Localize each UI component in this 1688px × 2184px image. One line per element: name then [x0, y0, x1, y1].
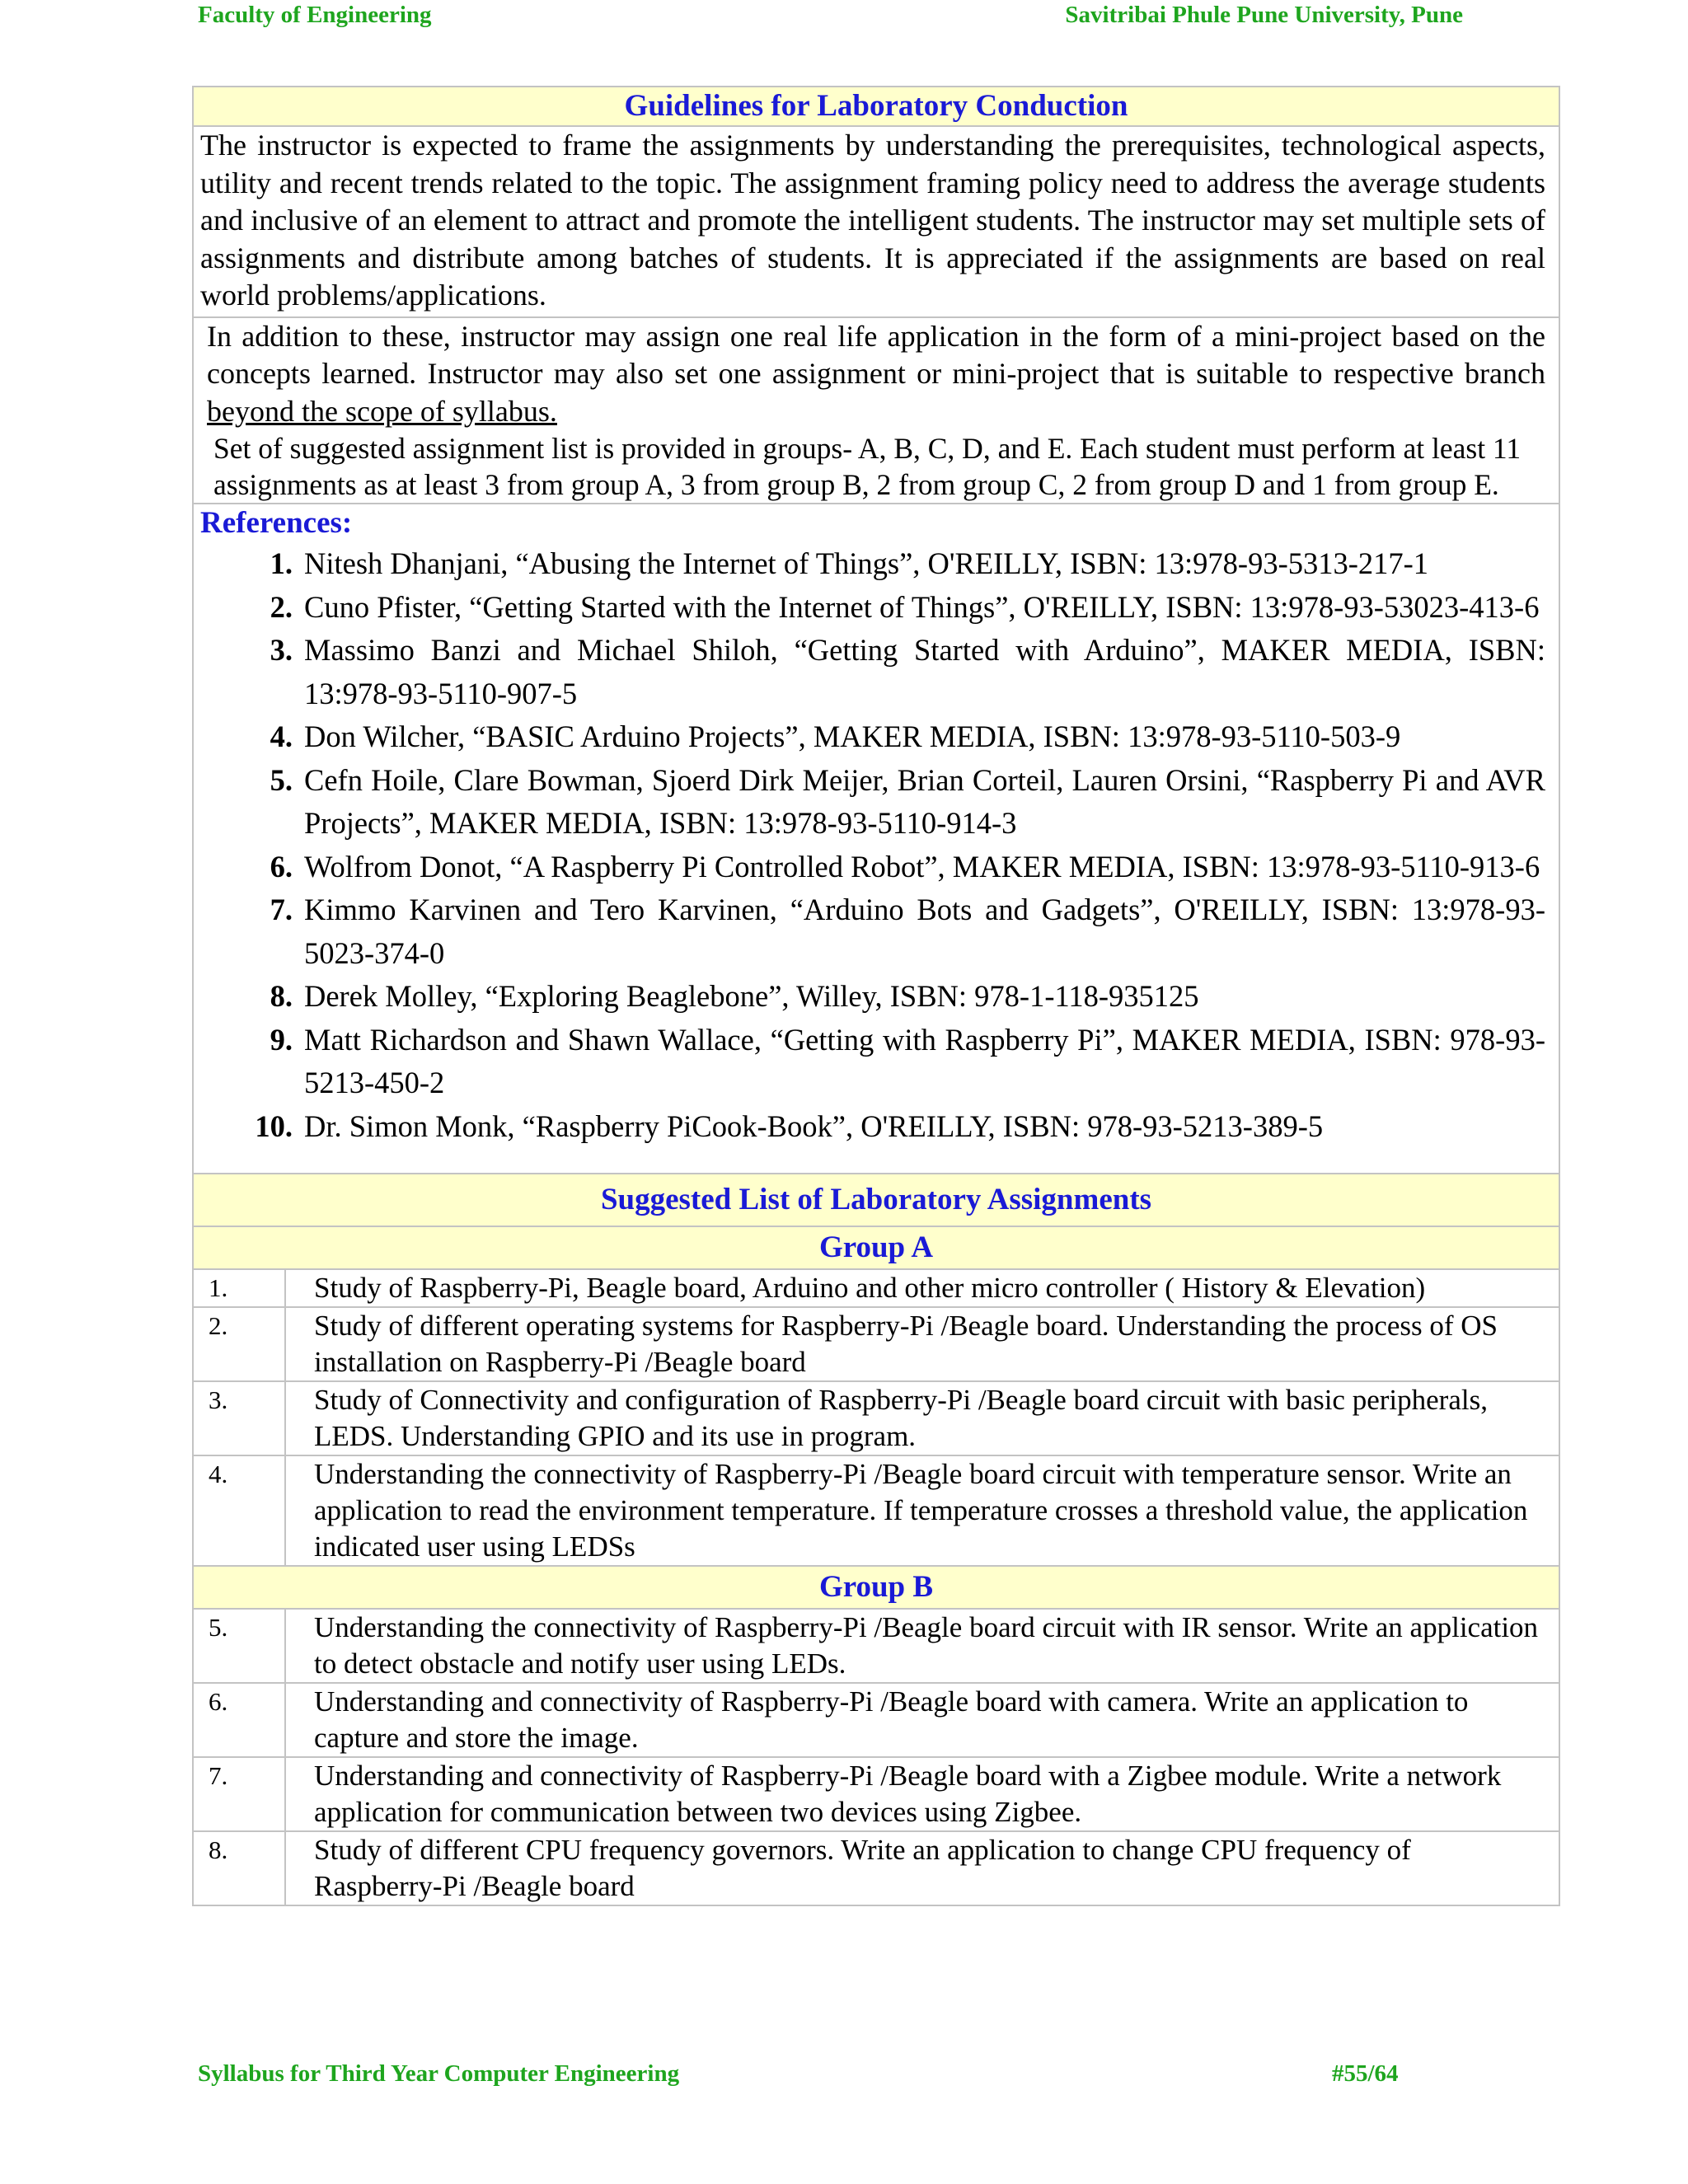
references-list [194, 542, 1559, 1173]
reference-number: 5. [270, 762, 293, 797]
assignment-text: Study of different CPU frequency governors. Write an application to change CPU frequency of Raspberry-Pi /Beagle board [314, 1834, 1411, 1902]
reference-item [243, 759, 1545, 846]
mini-project-text: In addition to these, instructor may assign one real life application in the form of a mini-project based on the concepts learned. Instructor may also set one assignment or mini-project that is suitable to respective branch [207, 319, 1545, 390]
assignment-groups-paragraph: Set of suggested assignment list is provided in groups- A, B, C, D, and E. Each student must perform at least 11 assignments as at least 3 from group A, 3 from group B, 2 from group C, 2 from group D and 1 from group E. [194, 430, 1559, 504]
assignment-text: Understanding and connectivity of Raspberry-Pi /Beagle board with a Zigbee module. Write a network application for communication between two devices using Zigbee. [314, 1760, 1502, 1828]
reference-item [243, 975, 1545, 1019]
reference-item [243, 586, 1545, 630]
assignment-number: 6. [194, 1684, 286, 1756]
reference-item [243, 542, 1545, 586]
assignment-text: Understanding the connectivity of Raspberry-Pi /Beagle board circuit with IR sensor. Write an application to detect obstacle and notify user using LEDs. [314, 1611, 1539, 1680]
reference-item [243, 1019, 1545, 1105]
assignment-row [194, 1758, 1559, 1832]
assignment-row [194, 1684, 1559, 1758]
reference-text: Kimmo Karvinen and Tero Karvinen, “Arduino Bots and Gadgets”, O'REILLY, ISBN: 13:978-93-5023-374-0 [304, 893, 1545, 970]
header-faculty: Faculty of Engineering [198, 2, 432, 28]
assignment-number: 4. [194, 1456, 286, 1565]
reference-number: 10. [255, 1108, 293, 1143]
group-title: Group A [194, 1227, 1559, 1270]
reference-number: 9. [270, 1022, 293, 1057]
reference-text: Nitesh Dhanjani, “Abusing the Internet of Things”, O'REILLY, ISBN: 13:978-93-5313-217-1 [304, 546, 1429, 580]
assignment-row [194, 1308, 1559, 1382]
assignment-row [194, 1270, 1559, 1308]
references-heading: References: [200, 506, 353, 540]
assignment-row [194, 1832, 1559, 1905]
reference-number: 8. [270, 979, 293, 1013]
assignments-title: Suggested List of Laboratory Assignments [194, 1173, 1559, 1227]
assignment-text: Study of different operating systems for Raspberry-Pi /Beagle board. Understanding the process of OS installation on Raspberry-Pi /Beagle board [314, 1310, 1498, 1378]
reference-item [243, 846, 1545, 889]
assignment-number: 8. [194, 1832, 286, 1905]
assignment-number: 1. [194, 1270, 286, 1306]
reference-item [243, 1105, 1545, 1149]
assignment-row [194, 1382, 1559, 1456]
reference-number: 6. [270, 849, 293, 883]
assignment-text: Understanding the connectivity of Raspberry-Pi /Beagle board circuit with temperature sensor. Write an application to read the environment temperature. If temperature crosses a threshold value, the application indicated user using LEDSs [314, 1458, 1528, 1563]
assignment-text: Study of Connectivity and configuration of Raspberry-Pi /Beagle board circuit with basic peripherals, LEDS. Understanding GPIO and its use in program. [314, 1384, 1488, 1452]
assignment-text: Study of Raspberry-Pi, Beagle board, Arduino and other micro controller ( History & Elevation) [314, 1272, 1426, 1304]
header-university: Savitribai Phule Pune University, Pune [1065, 2, 1463, 28]
reference-item [243, 888, 1545, 975]
reference-text: Cefn Hoile, Clare Bowman, Sjoerd Dirk Meijer, Brian Corteil, Lauren Orsini, “Raspberry Pi and AVR Projects”, MAKER MEDIA, ISBN: 13:978-93-5110-914-3 [304, 762, 1545, 840]
syllabus-table [192, 86, 1560, 1906]
reference-number: 7. [270, 893, 293, 926]
guidelines-paragraph: The instructor is expected to frame the assignments by understanding the prerequisites, technological aspects, utility and recent trends related to the topic. The assignment framing policy need to address the average students and inclusive of an element to attract and promote the intelligent students. The instructor may set multiple sets of assignments and distribute among batches of students. It is appreciated if the assignments are based on real world problems/applications. [194, 127, 1559, 318]
assignment-row [194, 1456, 1559, 1567]
assignment-text: Understanding and connectivity of Raspberry-Pi /Beagle board with camera. Write an application to capture and store the image. [314, 1685, 1469, 1754]
assignment-row [194, 1610, 1559, 1684]
page-number: #55/64 [1332, 2060, 1399, 2087]
reference-number: 4. [270, 719, 293, 753]
group-title: Group B [194, 1567, 1559, 1610]
reference-text: Wolfrom Donot, “A Raspberry Pi Controlled Robot”, MAKER MEDIA, ISBN: 13:978-93-5110-913-6 [304, 849, 1540, 883]
mini-project-paragraph [194, 318, 1559, 431]
reference-number: 1. [270, 546, 293, 580]
assignment-number: 3. [194, 1382, 286, 1455]
reference-text: Derek Molley, “Exploring Beaglebone”, Willey, ISBN: 978-1-118-935125 [304, 979, 1199, 1013]
reference-number: 2. [270, 589, 293, 624]
beyond-syllabus-text: beyond the scope of syllabus. [207, 394, 557, 428]
assignment-number: 5. [194, 1610, 286, 1682]
reference-item [243, 629, 1545, 715]
reference-text: Matt Richardson and Shawn Wallace, “Getting with Raspberry Pi”, MAKER MEDIA, ISBN: 978-93-5213-450-2 [304, 1022, 1545, 1099]
reference-text: Cuno Pfister, “Getting Started with the Internet of Things”, O'REILLY, ISBN: 13:978-93-53023-413-6 [304, 589, 1540, 624]
reference-text: Massimo Banzi and Michael Shiloh, “Getting Started with Arduino”, MAKER MEDIA, ISBN: 13:978-93-5110-907-5 [304, 633, 1545, 710]
assignment-number: 7. [194, 1758, 286, 1830]
reference-item [243, 715, 1545, 759]
reference-text: Dr. Simon Monk, “Raspberry PiCook-Book”, O'REILLY, ISBN: 978-93-5213-389-5 [304, 1108, 1324, 1143]
guidelines-title: Guidelines for Laboratory Conduction [194, 87, 1559, 127]
reference-number: 3. [270, 633, 293, 667]
assignment-groups [194, 1227, 1559, 1905]
reference-text: Don Wilcher, “BASIC Arduino Projects”, MAKER MEDIA, ISBN: 13:978-93-5110-503-9 [304, 719, 1401, 753]
assignment-number: 2. [194, 1308, 286, 1380]
footer-syllabus: Syllabus for Third Year Computer Engineering [198, 2060, 680, 2087]
